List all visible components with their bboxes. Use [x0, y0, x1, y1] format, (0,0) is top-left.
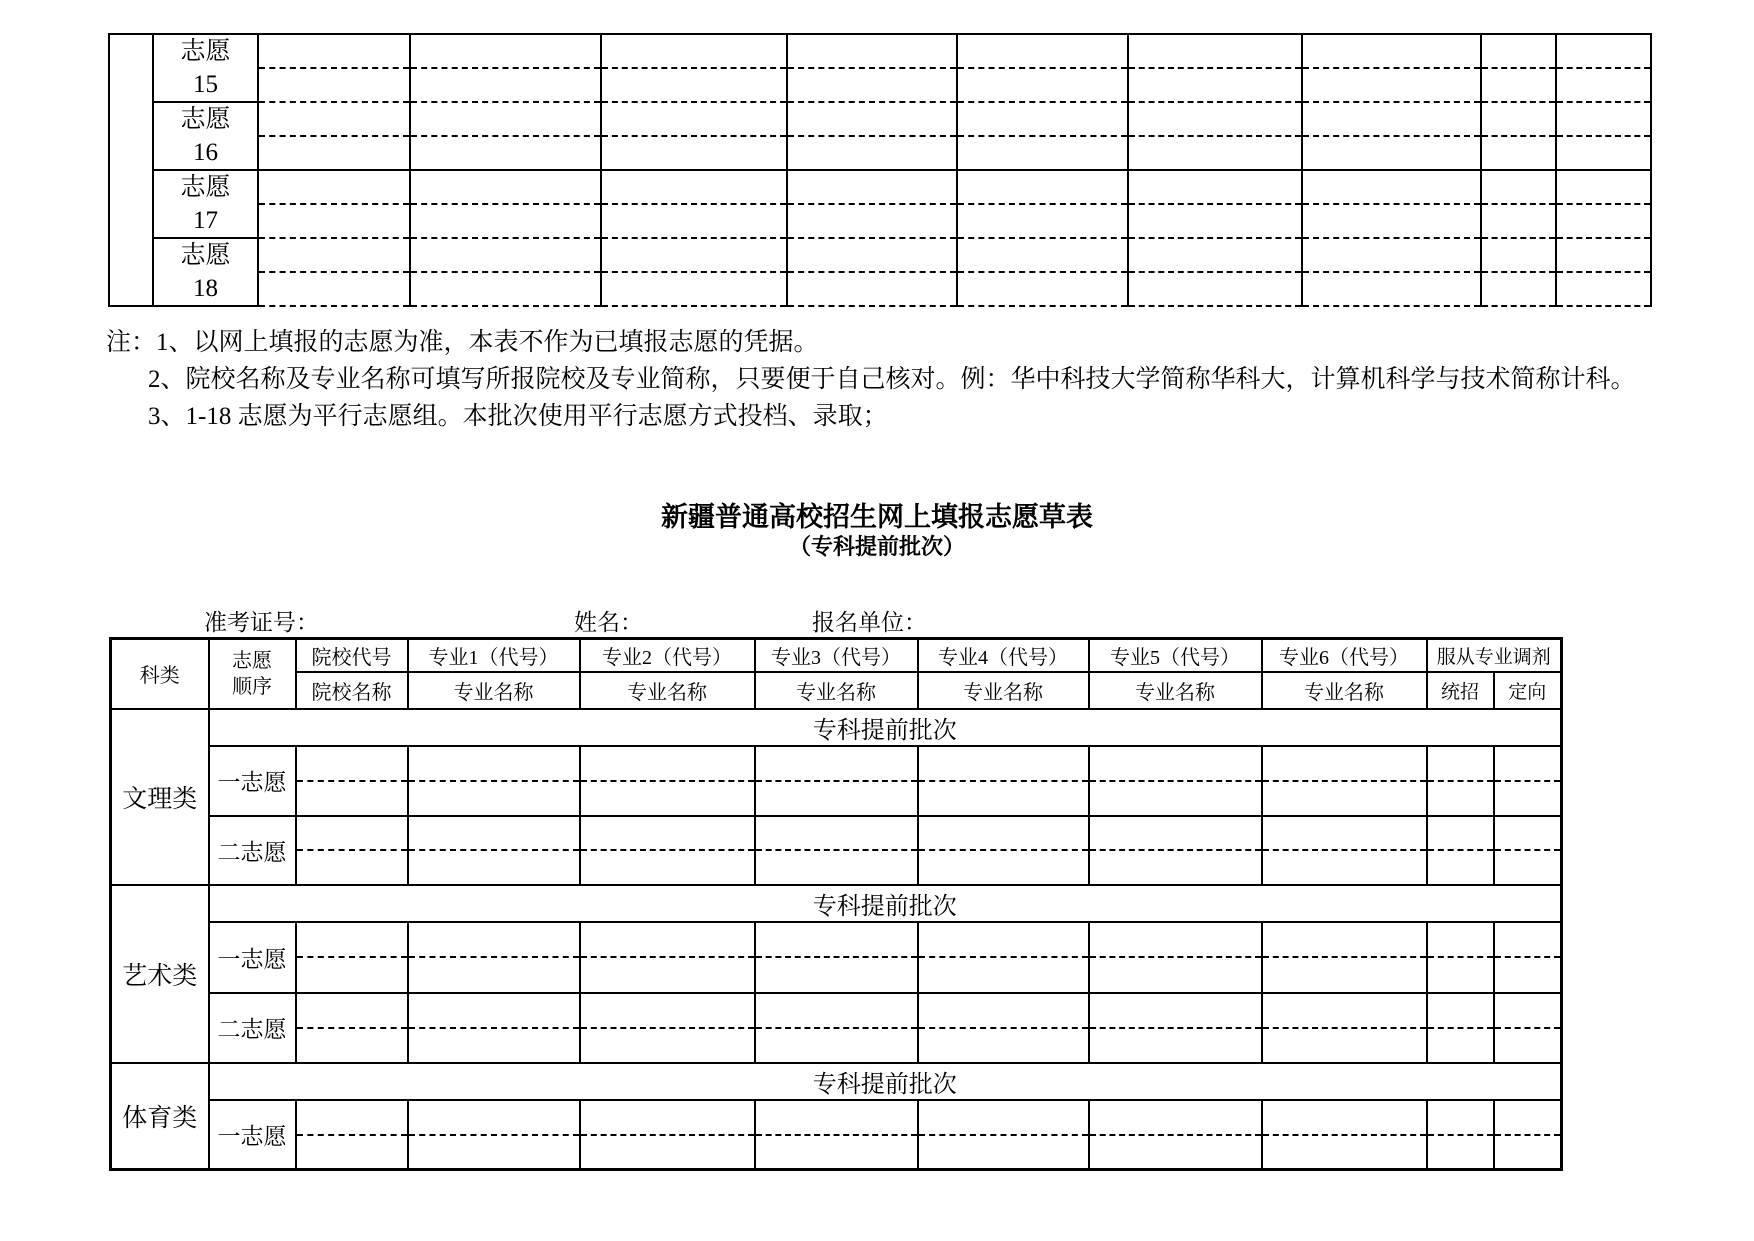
- entry-cell: [1556, 272, 1651, 306]
- entry-cell: [580, 1028, 755, 1063]
- entry-cell: [408, 746, 580, 781]
- entry-cell: [1427, 850, 1494, 885]
- entry-cell: [1494, 1028, 1562, 1063]
- volunteer-number: 17: [193, 207, 218, 234]
- entry-cell: [296, 850, 408, 885]
- entry-cell: [296, 816, 408, 850]
- entry-cell: [258, 102, 410, 136]
- entry-cell: [1427, 1100, 1494, 1135]
- entry-cell: [1302, 170, 1481, 204]
- entry-cell: [1494, 746, 1562, 781]
- entry-cell: [1089, 1135, 1262, 1170]
- entry-cell: [1427, 816, 1494, 850]
- choice-second: 二志愿: [209, 993, 296, 1063]
- entry-cell: [787, 68, 957, 102]
- volunteer-number: 18: [193, 275, 218, 302]
- volunteer-label-text: 志愿: [180, 38, 231, 65]
- header-major-code-1: 专业1（代号）: [408, 639, 580, 672]
- entry-cell: [1427, 781, 1494, 816]
- entry-cell: [957, 170, 1128, 204]
- entry-cell: [957, 272, 1128, 306]
- entry-cell: [1302, 68, 1481, 102]
- batch-row-label: 专科提前批次: [209, 1063, 1562, 1100]
- entry-cell: [1089, 850, 1262, 885]
- entry-cell: [1302, 136, 1481, 170]
- entry-cell: [1427, 922, 1494, 957]
- header-major-code-2: 专业2（代号）: [580, 639, 755, 672]
- entry-cell: [755, 781, 918, 816]
- entry-cell: [918, 1135, 1089, 1170]
- entry-cell: [580, 746, 755, 781]
- entry-cell: [918, 993, 1089, 1028]
- header-order: [209, 639, 296, 709]
- entry-cell: [1262, 1028, 1427, 1063]
- entry-cell: [1089, 993, 1262, 1028]
- entry-cell: [1481, 204, 1556, 238]
- note-line-3: 3、1-18 志愿为平行志愿组。本批次使用平行志愿方式投档、录取；: [148, 403, 888, 430]
- subject-yishu: 艺术类: [111, 885, 209, 1063]
- volunteer-label-text: 志愿: [180, 106, 231, 133]
- volunteer-15-label: [153, 34, 258, 102]
- header-order-line1: 志愿: [232, 649, 272, 672]
- header-major-name-6: 专业名称: [1262, 672, 1427, 709]
- header-tongzhao: 统招: [1427, 672, 1494, 709]
- entry-cell: [1089, 816, 1262, 850]
- entry-cell: [957, 204, 1128, 238]
- entry-cell: [1481, 136, 1556, 170]
- page-title: 新疆普通高校招生网上填报志愿草表: [661, 502, 1093, 532]
- entry-cell: [787, 136, 957, 170]
- entry-cell: [755, 922, 918, 957]
- entry-cell: [918, 850, 1089, 885]
- header-college-code: 院校代号: [296, 639, 408, 672]
- header-major-name-3: 专业名称: [755, 672, 918, 709]
- entry-cell: [580, 850, 755, 885]
- entry-cell: [755, 816, 918, 850]
- entry-cell: [1128, 34, 1302, 68]
- entry-cell: [408, 922, 580, 957]
- entry-cell: [580, 781, 755, 816]
- entry-cell: [1556, 136, 1651, 170]
- batch-row-label: 专科提前批次: [209, 885, 1562, 922]
- entry-cell: [296, 746, 408, 781]
- entry-cell: [918, 957, 1089, 993]
- entry-cell: [1556, 204, 1651, 238]
- entry-cell: [1481, 102, 1556, 136]
- entry-cell: [410, 34, 601, 68]
- volunteer-18-label: [153, 238, 258, 306]
- choice-second: 二志愿: [209, 816, 296, 885]
- entry-cell: [1427, 1028, 1494, 1063]
- entry-cell: [1262, 1135, 1427, 1170]
- header-adjust: 服从专业调剂: [1427, 639, 1562, 672]
- entry-cell: [1494, 1100, 1562, 1135]
- entry-cell: [601, 170, 787, 204]
- entry-cell: [787, 272, 957, 306]
- subject-wenli: 文理类: [111, 709, 209, 885]
- volunteer-number: 15: [193, 71, 218, 98]
- entry-cell: [408, 1135, 580, 1170]
- entry-cell: [1262, 993, 1427, 1028]
- header-order-line2: 顺序: [232, 675, 272, 698]
- entry-cell: [1128, 272, 1302, 306]
- entry-cell: [755, 1028, 918, 1063]
- entry-cell: [410, 238, 601, 272]
- entry-cell: [408, 993, 580, 1028]
- entry-cell: [408, 850, 580, 885]
- entry-cell: [408, 1100, 580, 1135]
- entry-cell: [296, 922, 408, 957]
- entry-cell: [296, 781, 408, 816]
- entry-cell: [296, 1028, 408, 1063]
- entry-cell: [296, 993, 408, 1028]
- entry-cell: [1427, 993, 1494, 1028]
- entry-cell: [787, 170, 957, 204]
- entry-cell: [1302, 204, 1481, 238]
- entry-cell: [1494, 816, 1562, 850]
- entry-cell: [410, 102, 601, 136]
- entry-cell: [755, 850, 918, 885]
- entry-cell: [296, 1100, 408, 1135]
- entry-cell: [1494, 922, 1562, 957]
- subject-tiyu: 体育类: [111, 1063, 209, 1170]
- registration-unit-label: 报名单位：: [812, 610, 927, 635]
- entry-cell: [1556, 238, 1651, 272]
- entry-cell: [410, 68, 601, 102]
- entry-cell: [957, 238, 1128, 272]
- volunteer-label-text: 志愿: [180, 242, 231, 269]
- volunteer-17-label: [153, 170, 258, 238]
- header-major-name-4: 专业名称: [918, 672, 1089, 709]
- entry-cell: [258, 170, 410, 204]
- entry-cell: [580, 1135, 755, 1170]
- entry-cell: [1494, 957, 1562, 993]
- entry-cell: [1481, 68, 1556, 102]
- entry-cell: [918, 781, 1089, 816]
- entry-cell: [1262, 922, 1427, 957]
- header-dingxiang: 定向: [1494, 672, 1562, 709]
- entry-cell: [1481, 34, 1556, 68]
- entry-cell: [1481, 238, 1556, 272]
- entry-cell: [410, 272, 601, 306]
- entry-cell: [1302, 34, 1481, 68]
- header-major-name-1: 专业名称: [408, 672, 580, 709]
- entry-cell: [258, 238, 410, 272]
- entry-cell: [1262, 746, 1427, 781]
- choice-first: 一志愿: [209, 922, 296, 993]
- entry-cell: [957, 102, 1128, 136]
- entry-cell: [918, 746, 1089, 781]
- entry-cell: [601, 204, 787, 238]
- note-line-1: 注：1、以网上填报的志愿为准，本表不作为已填报志愿的凭据。: [106, 329, 819, 356]
- entry-cell: [1302, 238, 1481, 272]
- entry-cell: [258, 136, 410, 170]
- entry-cell: [408, 957, 580, 993]
- entry-cell: [1089, 781, 1262, 816]
- entry-cell: [296, 1135, 408, 1170]
- entry-cell: [755, 993, 918, 1028]
- entry-cell: [258, 34, 410, 68]
- entry-cell: [410, 136, 601, 170]
- entry-cell: [1302, 272, 1481, 306]
- entry-cell: [787, 102, 957, 136]
- entry-cell: [1427, 957, 1494, 993]
- entry-cell: [1494, 850, 1562, 885]
- entry-cell: [1427, 1135, 1494, 1170]
- entry-cell: [1089, 1028, 1262, 1063]
- entry-cell: [1556, 68, 1651, 102]
- entry-cell: [1556, 170, 1651, 204]
- header-major-code-3: 专业3（代号）: [755, 639, 918, 672]
- entry-cell: [1128, 102, 1302, 136]
- entry-cell: [258, 204, 410, 238]
- header-major-code-5: 专业5（代号）: [1089, 639, 1262, 672]
- note-line-2: 2、院校名称及专业名称可填写所报院校及专业简称，只要便于自己核对。例：华中科技大学简称华科大，计算机科学与技术简称计科。: [148, 366, 1636, 393]
- entry-cell: [1089, 957, 1262, 993]
- choice-first: 一志愿: [209, 1100, 296, 1170]
- choice-first: 一志愿: [209, 746, 296, 816]
- entry-cell: [580, 922, 755, 957]
- entry-cell: [1128, 204, 1302, 238]
- entry-cell: [1262, 781, 1427, 816]
- entry-cell: [1262, 816, 1427, 850]
- header-subject: 科类: [111, 639, 209, 709]
- entry-cell: [580, 816, 755, 850]
- header-major-code-6: 专业6（代号）: [1262, 639, 1427, 672]
- batch-row-label: 专科提前批次: [209, 709, 1562, 746]
- entry-cell: [957, 68, 1128, 102]
- entry-cell: [258, 272, 410, 306]
- entry-cell: [1481, 170, 1556, 204]
- header-major-code-4: 专业4（代号）: [918, 639, 1089, 672]
- entry-cell: [258, 68, 410, 102]
- entry-cell: [1262, 1100, 1427, 1135]
- entry-cell: [787, 204, 957, 238]
- entry-cell: [1556, 102, 1651, 136]
- entry-cell: [601, 238, 787, 272]
- draft-volunteer-table: [109, 637, 1563, 1171]
- entry-cell: [1302, 102, 1481, 136]
- entry-cell: [408, 781, 580, 816]
- entry-cell: [755, 957, 918, 993]
- entry-cell: [1262, 850, 1427, 885]
- entry-cell: [410, 170, 601, 204]
- entry-cell: [296, 957, 408, 993]
- entry-cell: [1128, 68, 1302, 102]
- subject-spacer-cell: [109, 34, 153, 306]
- entry-cell: [755, 746, 918, 781]
- entry-cell: [1089, 746, 1262, 781]
- entry-cell: [580, 1100, 755, 1135]
- volunteer-16-label: [153, 102, 258, 170]
- entry-cell: [408, 816, 580, 850]
- entry-cell: [1128, 170, 1302, 204]
- header-major-name-2: 专业名称: [580, 672, 755, 709]
- page-subtitle: （专科提前批次）: [788, 534, 965, 559]
- entry-cell: [1494, 1135, 1562, 1170]
- entry-cell: [601, 34, 787, 68]
- entry-cell: [957, 34, 1128, 68]
- name-label: 姓名：: [574, 610, 643, 635]
- entry-cell: [1494, 993, 1562, 1028]
- volunteer-number: 16: [193, 139, 218, 166]
- exam-number-label: 准考证号：: [204, 610, 319, 635]
- entry-cell: [1089, 922, 1262, 957]
- entry-cell: [1427, 746, 1494, 781]
- entry-cell: [918, 1028, 1089, 1063]
- entry-cell: [410, 204, 601, 238]
- entry-cell: [601, 136, 787, 170]
- entry-cell: [1128, 136, 1302, 170]
- entry-cell: [1556, 34, 1651, 68]
- upper-volunteer-table: [108, 33, 1652, 307]
- entry-cell: [580, 957, 755, 993]
- entry-cell: [1481, 272, 1556, 306]
- entry-cell: [787, 238, 957, 272]
- entry-cell: [580, 993, 755, 1028]
- entry-cell: [1089, 1100, 1262, 1135]
- entry-cell: [601, 68, 787, 102]
- entry-cell: [1128, 238, 1302, 272]
- entry-cell: [1494, 781, 1562, 816]
- entry-cell: [957, 136, 1128, 170]
- entry-cell: [755, 1135, 918, 1170]
- entry-cell: [601, 102, 787, 136]
- entry-cell: [918, 922, 1089, 957]
- entry-cell: [408, 1028, 580, 1063]
- entry-cell: [1262, 957, 1427, 993]
- entry-cell: [787, 34, 957, 68]
- entry-cell: [755, 1100, 918, 1135]
- entry-cell: [918, 816, 1089, 850]
- header-major-name-5: 专业名称: [1089, 672, 1262, 709]
- header-college-name: 院校名称: [296, 672, 408, 709]
- entry-cell: [918, 1100, 1089, 1135]
- entry-cell: [601, 272, 787, 306]
- volunteer-label-text: 志愿: [180, 174, 231, 201]
